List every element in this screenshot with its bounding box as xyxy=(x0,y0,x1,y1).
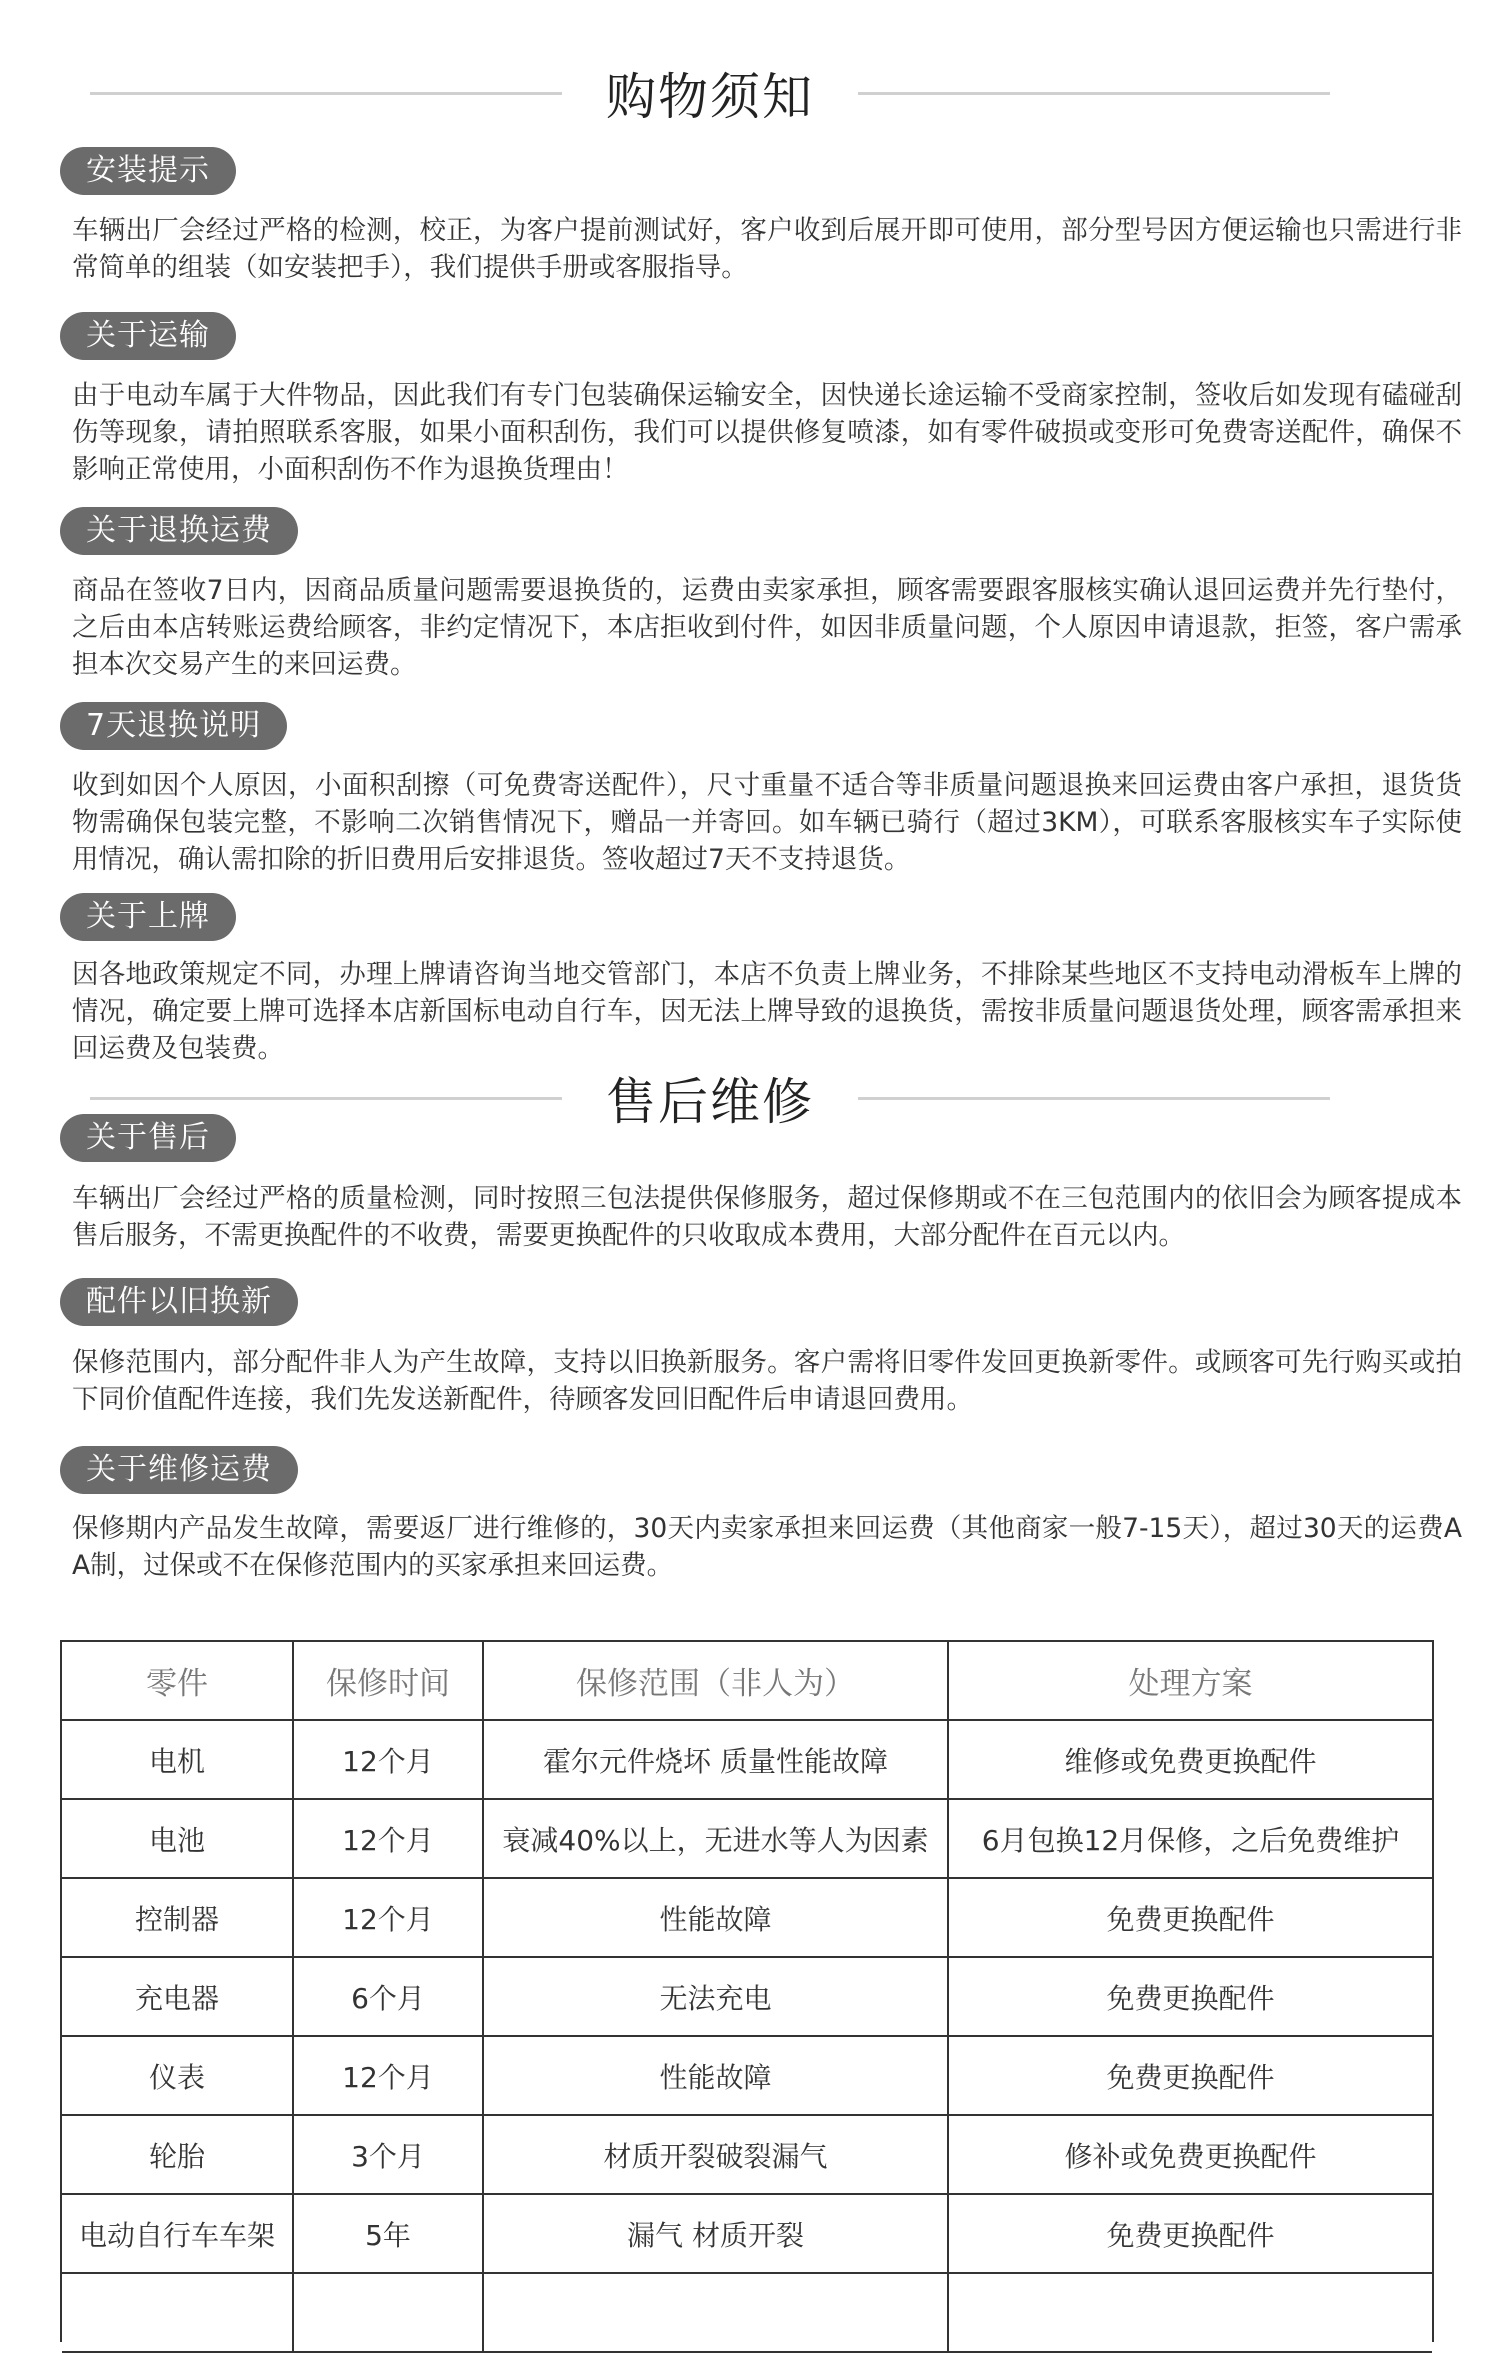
title-rule-right xyxy=(858,1097,1330,1100)
table-row xyxy=(62,2195,1432,2274)
table-row xyxy=(62,2116,1432,2195)
table-cell: 充电器 xyxy=(62,1958,294,2035)
table-cell xyxy=(62,2274,294,2351)
table-row xyxy=(62,1721,1432,1800)
table-row xyxy=(62,1958,1432,2037)
table-row xyxy=(62,2274,1432,2353)
table-header-row xyxy=(62,1642,1432,1721)
parts-trade-in-text: 保修范围内，部分配件非人为产生故障，支持以旧换新服务。客户需将旧零件发回更换新零件。或顾客可先行购买或拍下同价值配件连接，我们先发送新配件，待顾客发回旧配件后申请退回费用。 xyxy=(72,1347,1462,1415)
table-cell: 轮胎 xyxy=(62,2116,294,2193)
table-cell: 修补或免费更换配件 xyxy=(1064,2139,1317,2173)
shipping-label: 关于运输 xyxy=(60,312,236,360)
table-cell: 衰减40%以上，无进水等人为因素 xyxy=(484,1800,949,1877)
return-shipping-text: 商品在签收7日内，因商品质量问题需要退换货的，运费由卖家承担，顾客需要跟客服核实确认退回运费并先行垫付，之后由本店转账运费给顾客，非约定情况下，本店拒收到付件，如因非质量问题，个人原因申请退款，拒签，客户需承担本次交易产生的来回运费。 xyxy=(72,575,1462,680)
table-cell: 12个月 xyxy=(294,1721,484,1798)
shopping-notice-title xyxy=(90,58,1330,128)
table-row xyxy=(62,1800,1432,1879)
header-warranty-period: 保修时间 xyxy=(294,1642,484,1719)
shopping-notice-heading: 购物须知 xyxy=(606,68,814,126)
header-part: 零件 xyxy=(62,1642,294,1719)
table-cell: 免费更换配件 xyxy=(1106,2218,1275,2252)
table-cell: 6月包换12月保修，之后免费维护 xyxy=(981,1823,1400,1857)
table-cell xyxy=(949,2274,1432,2351)
table-row xyxy=(62,1879,1432,1958)
parts-trade-in-label: 配件以旧换新 xyxy=(60,1278,298,1326)
table-cell: 电池 xyxy=(62,1800,294,1877)
table-cell: 控制器 xyxy=(62,1879,294,1956)
table-cell: 12个月 xyxy=(294,1800,484,1877)
header-warranty-scope: 保修范围（非人为） xyxy=(484,1642,949,1719)
table-cell: 漏气 材质开裂 xyxy=(484,2195,949,2272)
table-cell xyxy=(294,2274,484,2351)
table-cell: 电机 xyxy=(62,1721,294,1798)
after-sales-heading: 售后维修 xyxy=(606,1073,814,1131)
title-rule-left xyxy=(90,1097,562,1100)
after-sales-title xyxy=(90,1063,1330,1133)
repair-shipping-text: 保修期内产品发生故障，需要返厂进行维修的，30天内卖家承担来回运费（其他商家一般7-15天），超过30天的运费AA制，过保或不在保修范围内的买家承担来回运费。 xyxy=(72,1513,1462,1581)
repair-shipping-label: 关于维修运费 xyxy=(60,1446,298,1494)
table-cell: 材质开裂破裂漏气 xyxy=(484,2116,949,2193)
seven-day-return-label: 7天退换说明 xyxy=(60,702,287,750)
table-cell: 3个月 xyxy=(294,2116,484,2193)
table-cell: 霍尔元件烧坏 质量性能故障 xyxy=(484,1721,949,1798)
table-cell: 电动自行车车架 xyxy=(62,2195,294,2272)
install-tips-label: 安装提示 xyxy=(60,147,236,195)
install-tips-text: 车辆出厂会经过严格的检测，校正，为客户提前测试好，客户收到后展开即可使用，部分型号因方便运输也只需进行非常简单的组装（如安装把手），我们提供手册或客服指导。 xyxy=(72,215,1462,283)
registration-label: 关于上牌 xyxy=(60,893,236,941)
after-sales-label: 关于售后 xyxy=(60,1114,236,1162)
table-cell: 性能故障 xyxy=(484,2037,949,2114)
table-cell: 12个月 xyxy=(294,1879,484,1956)
table-cell xyxy=(484,2274,949,2351)
table-cell: 维修或免费更换配件 xyxy=(1064,1744,1317,1778)
table-cell: 无法充电 xyxy=(484,1958,949,2035)
table-cell: 5年 xyxy=(294,2195,484,2272)
warranty-table xyxy=(60,1640,1434,2342)
seven-day-return-text: 收到如因个人原因，小面积刮擦（可免费寄送配件），尺寸重量不适合等非质量问题退换来回运费由客户承担，退货货物需确保包装完整，不影响二次销售情况下，赠品一并寄回。如车辆已骑行（超过3KM），可联系客服核实车子实际使用情况，确认需扣除的折旧费用后安排退货。签收超过7天不支持退货。 xyxy=(72,770,1462,875)
registration-text: 因各地政策规定不同，办理上牌请咨询当地交管部门，本店不负责上牌业务，不排除某些地区不支持电动滑板车上牌的情况，确定要上牌可选择本店新国标电动自行车，因无法上牌导致的退换货，需按非质量问题退货处理，顾客需承担来回运费及包装费。 xyxy=(72,959,1462,1064)
table-cell: 6个月 xyxy=(294,1958,484,2035)
shipping-text: 由于电动车属于大件物品，因此我们有专门包装确保运输安全，因快递长途运输不受商家控制，签收后如发现有磕碰刮伤等现象，请拍照联系客服，如果小面积刮伤，我们可以提供修复喷漆，如有零件破损或变形可免费寄送配件，确保不影响正常使用，小面积刮伤不作为退换货理由！ xyxy=(72,380,1462,485)
header-solution: 处理方案 xyxy=(1128,1666,1253,1702)
table-cell: 12个月 xyxy=(294,2037,484,2114)
title-rule-right xyxy=(858,92,1330,95)
after-sales-text: 车辆出厂会经过严格的质量检测，同时按照三包法提供保修服务，超过保修期或不在三包范围内的依旧会为顾客提成本售后服务，不需更换配件的不收费，需要更换配件的只收取成本费用，大部分配件在百元以内。 xyxy=(72,1183,1462,1251)
table-cell: 免费更换配件 xyxy=(1106,2060,1275,2094)
table-row xyxy=(62,2037,1432,2116)
return-shipping-label: 关于退换运费 xyxy=(60,507,298,555)
table-cell: 免费更换配件 xyxy=(1106,1981,1275,2015)
table-cell: 免费更换配件 xyxy=(1106,1902,1275,1936)
table-cell: 性能故障 xyxy=(484,1879,949,1956)
table-cell: 仪表 xyxy=(62,2037,294,2114)
title-rule-left xyxy=(90,92,562,95)
